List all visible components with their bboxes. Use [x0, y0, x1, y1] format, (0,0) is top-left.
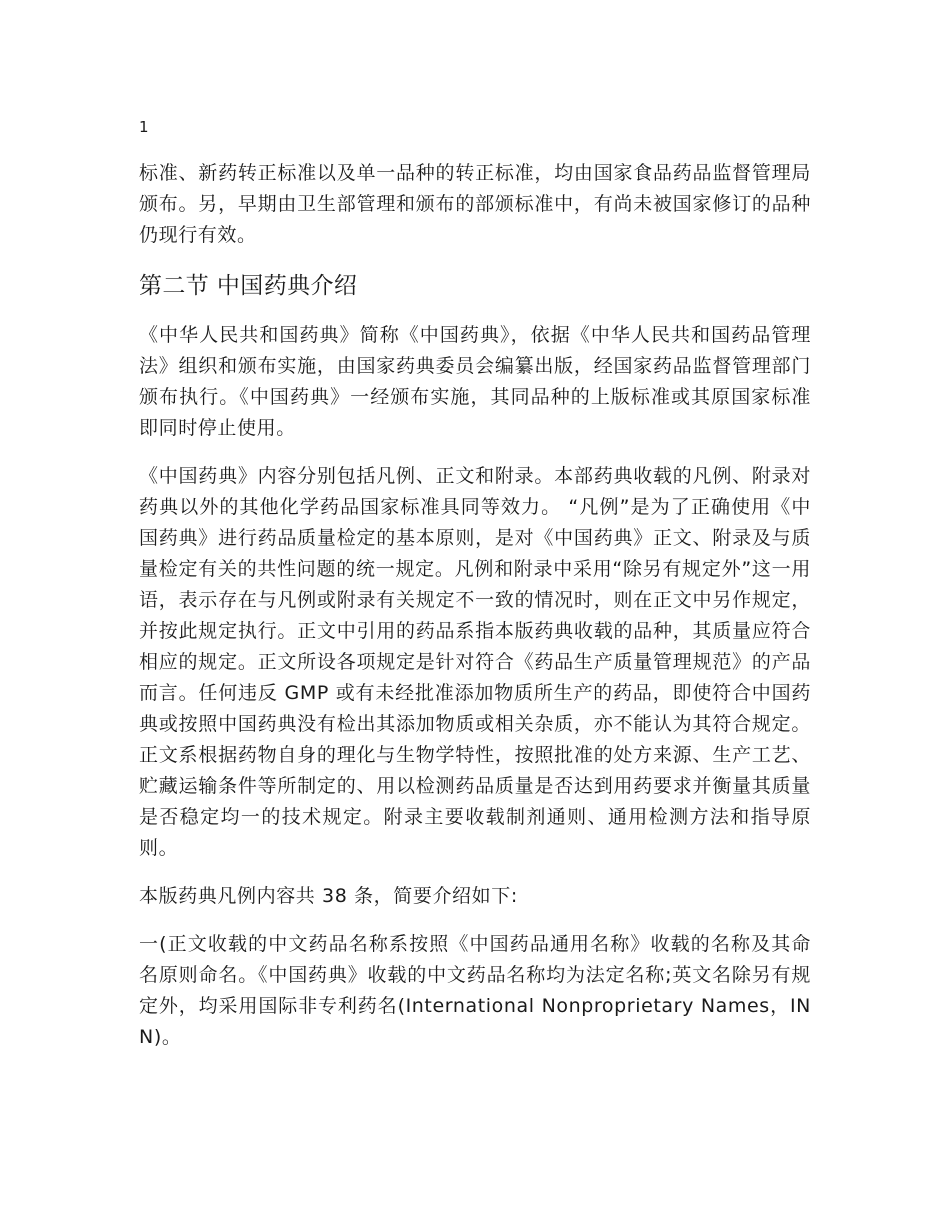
page-number: 1	[139, 118, 149, 136]
document-body	[139, 158, 811, 1070]
paragraph-continuation: 标准、新药转正标准以及单一品种的转正标准，均由国家食品药品监督管理局颁布。另，早期由卫生部管理和颁布的部颁标准中，有尚未被国家修订的品种仍现行有效。	[139, 162, 811, 246]
paragraph-item-one: 一(正文收载的中文药品名称系按照《中国药品通用名称》收载的名称及其命名原则命名。《中国药典》收载的中文药品名称均为法定名称;英文名除另有规定外，均采用国际非专利药名(International Nonproprietary Names，INN)。	[139, 933, 811, 1048]
section-title: 第二节 中国药典介绍	[139, 273, 358, 299]
paragraph-pharmacopoeia-intro: 《中华人民共和国药典》简称《中国药典》，依据《中华人民共和国药品管理法》组织和颁布实施，由国家药典委员会编纂出版，经国家药品监督管理部门颁布执行。《中国药典》一经颁布实施，其同品种的上版标准或其原国家标准即同时停止使用。	[139, 324, 811, 439]
paragraph-general-notices-summary: 本版药典凡例内容共 38 条，简要介绍如下:	[139, 885, 518, 907]
paragraph-pharmacopoeia-contents: 《中国药典》内容分别包括凡例、正文和附录。本部药典收载的凡例、附录对药典以外的其他化学药品国家标准具同等效力。 “凡例”是为了正确使用《中国药典》进行药品质量检定的基本原则，是对《中国药典》正文、附录及与质量检定有关的共性问题的统一规定。凡例和附录中采用“除另有规定外”这一用语，表示存在与凡例或附录有关规定不一致的情况时，则在正文中另作规定，并按此规定执行。正文中引用的药品系指本版药典收载的品种，其质量应符合相应的规定。正文所设各项规定是针对符合《药品生产质量管理规范》的产品而言。任何违反 GMP 或有未经批准添加物质所生产的药品，即使符合中国药典或按照中国药典没有检出其添加物质或相关杂质，亦不能认为其符合规定。正文系根据药物自身的理化与生物学特性，按照批准的处方来源、生产工艺、贮藏运输条件等所制定的、用以检测药品质量是否达到用药要求并衡量其质量是否稳定均一的技术规定。附录主要收载制剂通则、通用检测方法和指导原则。	[139, 465, 811, 859]
